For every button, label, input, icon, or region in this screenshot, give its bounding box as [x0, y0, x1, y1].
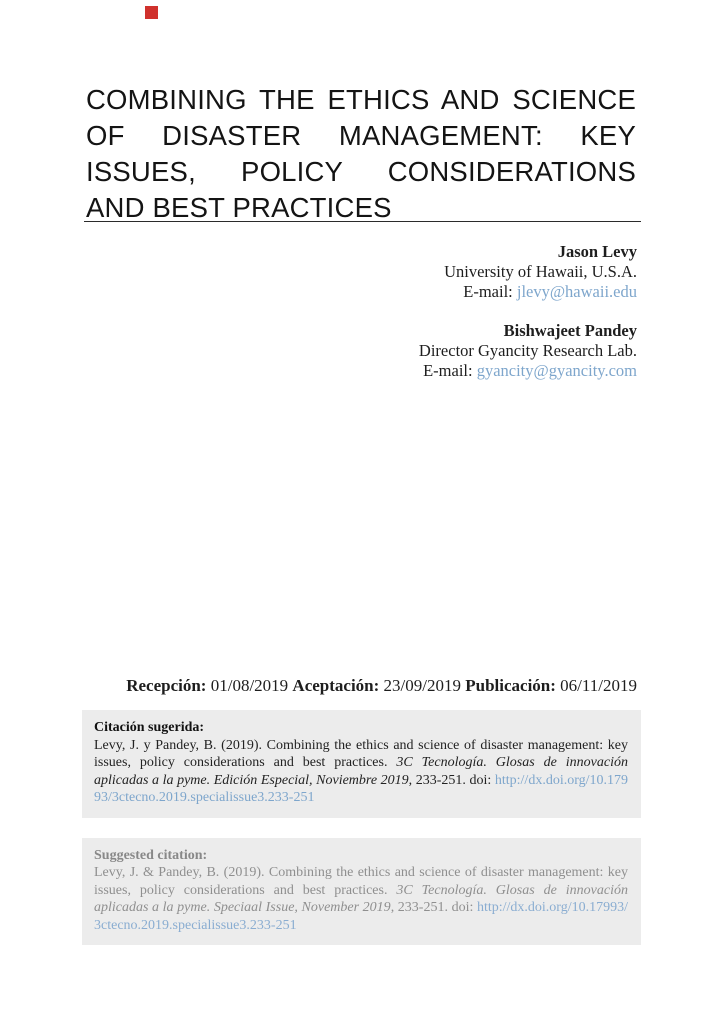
- citation-after-en: , 233-251. doi:: [390, 900, 477, 915]
- article-title-line: OF DISASTER MANAGEMENT: KEY: [86, 120, 636, 151]
- citation-italic-en: 3C Tecnología. Glosas de innovación aplicadas a la pyme. Speciaal Issue, November 2019: [94, 882, 628, 915]
- article-title-line: COMBINING THE ETHICS AND SCIENCE: [86, 84, 636, 115]
- author-name: Jason Levy: [557, 242, 637, 261]
- doi-link-en[interactable]: http://dx.doi.org/10.17993/3ctecno.2019.specialissue3.233-251: [94, 900, 628, 933]
- article-title-line: ISSUES, POLICY CONSIDERATIONS: [86, 156, 636, 187]
- citation-heading-es: Citación sugerida:: [94, 720, 205, 735]
- email-label: E-mail:: [423, 361, 477, 380]
- author-affiliation: University of Hawaii, U.S.A.: [444, 262, 637, 281]
- email-label: E-mail:: [463, 282, 517, 301]
- author-email-line: [86, 282, 637, 302]
- citation-block-es: [82, 710, 641, 818]
- author-affiliation: Director Gyancity Research Lab.: [418, 341, 637, 360]
- article-title: [86, 82, 636, 226]
- acceptance-date: 23/09/2019: [383, 676, 461, 695]
- citation-regular-en: Levy, J. & Pandey, B. (2019). Combining the ethics and science of disaster management: key issues, policy considerations and best practices.: [94, 865, 628, 898]
- citation-text-en: [94, 864, 628, 934]
- author-entry: [86, 321, 637, 381]
- author-email-link[interactable]: gyancity@gyancity.com: [476, 361, 637, 380]
- publication-date: 06/11/2019: [560, 676, 637, 695]
- author-entry: [86, 242, 637, 302]
- article-title-line: AND BEST PRACTICES: [86, 192, 392, 223]
- doi-link-es[interactable]: http://dx.doi.org/10.17993/3ctecno.2019.specialissue3.233-251: [94, 772, 629, 805]
- publication-label: Publicación:: [465, 676, 556, 695]
- publisher-logo-mark: [145, 6, 158, 19]
- author-name: Bishwajeet Pandey: [503, 321, 637, 340]
- dates-line: [86, 676, 637, 696]
- reception-date: 01/08/2019: [210, 676, 289, 695]
- citations-section: [82, 710, 641, 945]
- citation-block-en: [82, 838, 641, 946]
- title-divider: [84, 221, 641, 222]
- citation-heading-en: Suggested citation:: [94, 847, 208, 863]
- author-email-link[interactable]: jlevy@hawaii.edu: [516, 282, 637, 301]
- citation-after-es: , 233-251. doi:: [408, 772, 495, 788]
- authors-block: [86, 242, 637, 381]
- citation-regular-es: Levy, J. y Pandey, B. (2019). Combining the ethics and science of disaster management: key issues, policy considerations and best practices.: [94, 737, 628, 770]
- reception-label: Recepción:: [126, 676, 207, 695]
- author-email-line: [86, 361, 637, 381]
- acceptance-label: Aceptación:: [292, 676, 380, 695]
- citation-text-es: [94, 737, 628, 807]
- citation-italic-es: 3C Tecnología. Glosas de innovación aplicadas a la pyme. Edición Especial, Noviembre 2019: [94, 755, 628, 788]
